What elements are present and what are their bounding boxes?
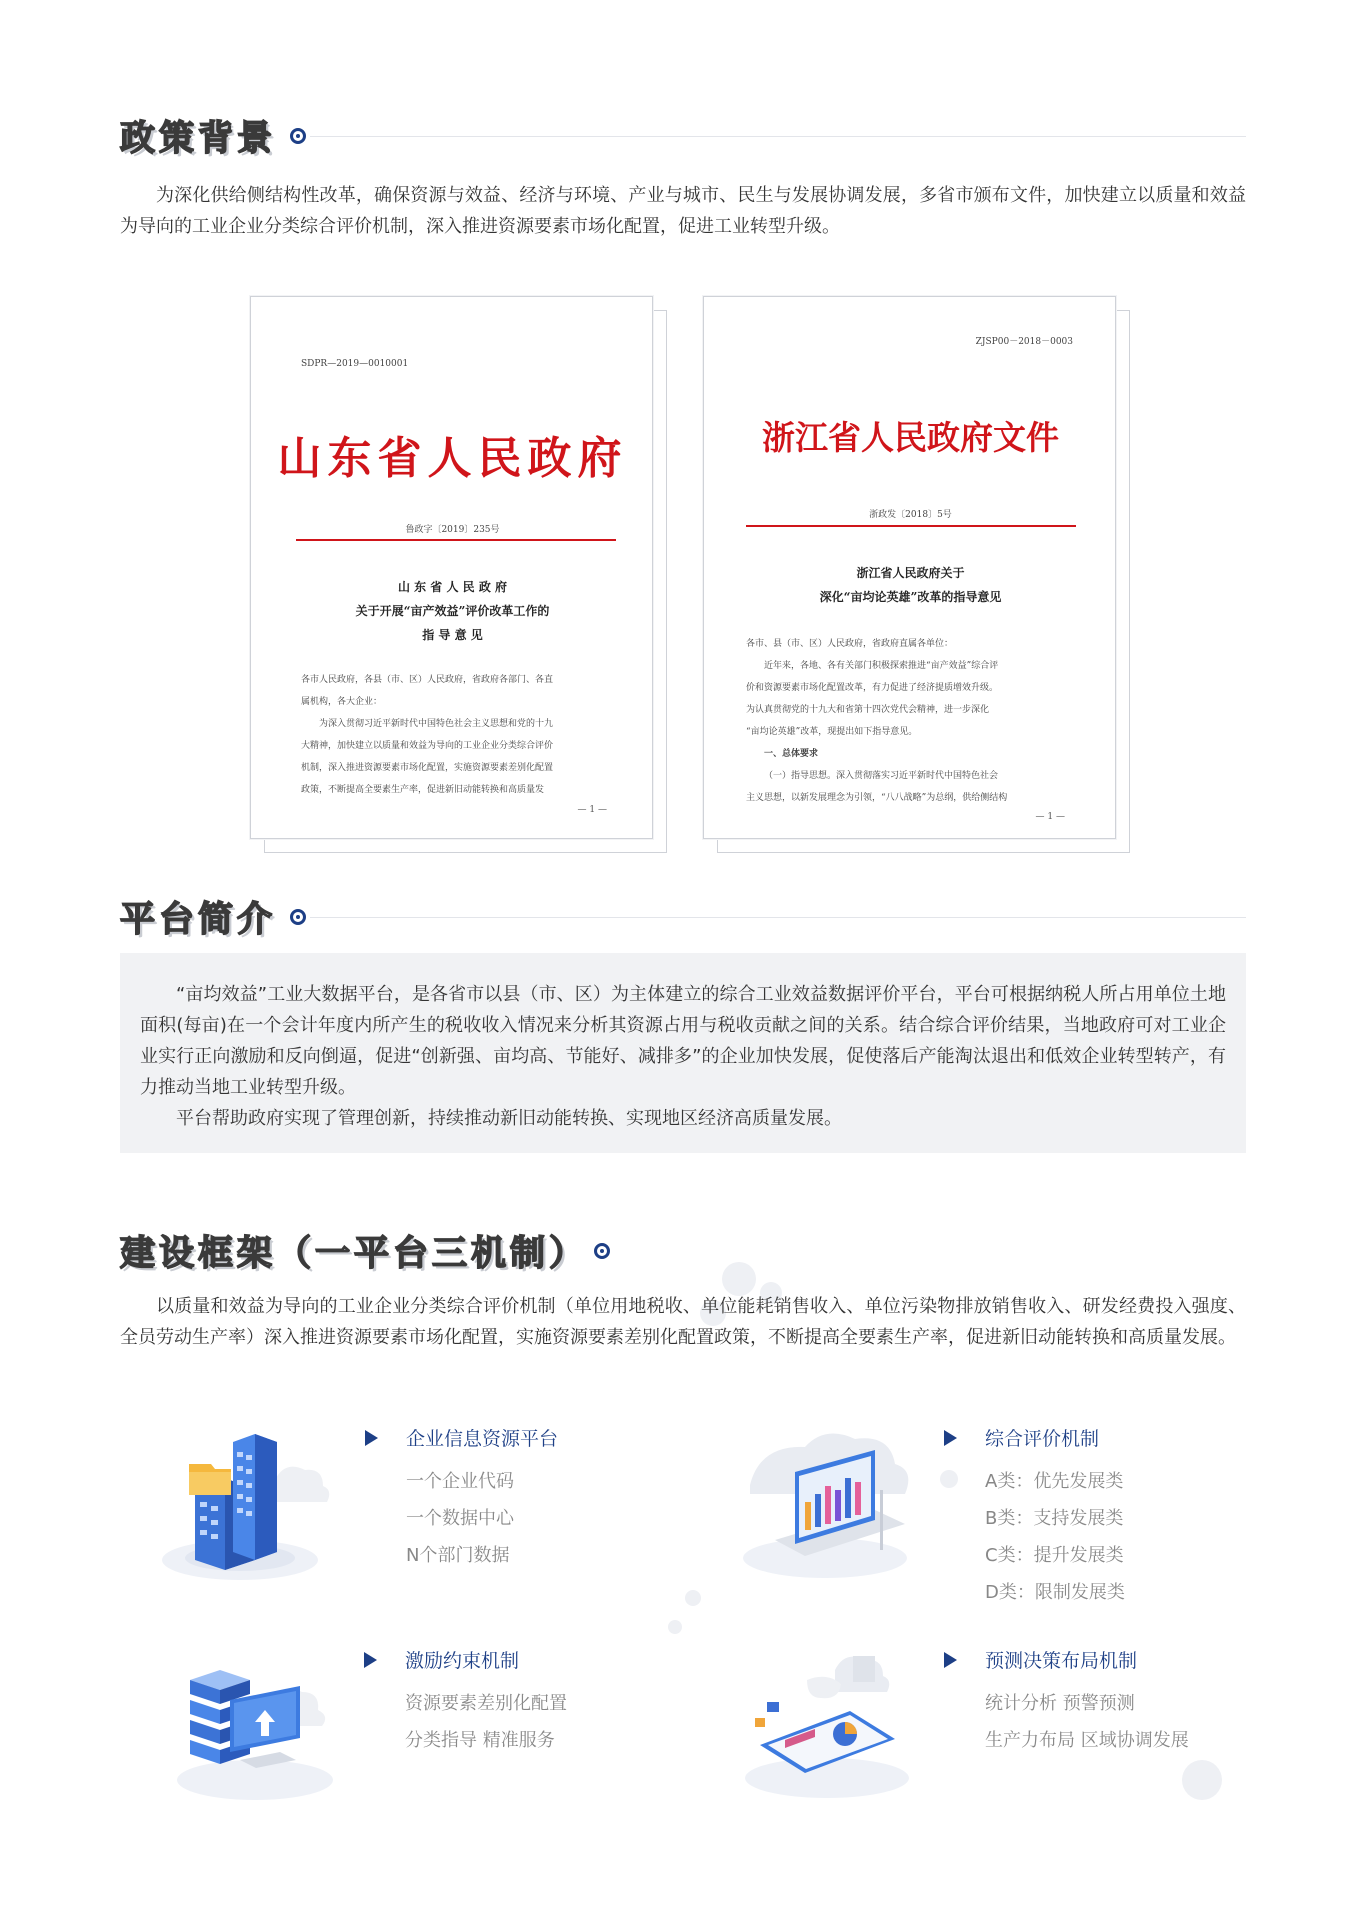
triangle-bullet-icon [364, 1652, 377, 1668]
framework-item-line: D类：限制发展类 [985, 1582, 1125, 1603]
document-shandong [250, 296, 670, 856]
decor-bubble [668, 1620, 682, 1634]
document-body-line: 近年来，各地、各有关部门积极探索推进“亩产效益”综合评 [764, 661, 999, 671]
document-number: 浙政发〔2018〕5号 [869, 510, 952, 520]
document-body-line: （一）指导思想。深入贯彻落实习近平新时代中国特色社会 [764, 771, 999, 781]
section-title-background [120, 113, 306, 159]
document-zhejiang [703, 296, 1133, 856]
document-page-number: — 1 — [1035, 812, 1065, 822]
forecast-tablet-illustration [735, 1640, 920, 1805]
background-paragraph: 为深化供给侧结构性改革，确保资源与效益、经济与环境、产业与城市、民生与发展协调发展，多省市颁布文件，加快建立以质量和效益为导向的工业企业分类综合评价机制，深入推进资源要素市场化配置，促进工业转型升级。 [120, 185, 1246, 237]
framework-item-lines [985, 1463, 1125, 1611]
framework-item-line: 分类指导 精准服务 [405, 1730, 555, 1751]
document-red-rule [296, 539, 616, 541]
framework-item-line: 统计分析 预警预测 [985, 1693, 1135, 1714]
framework-item-line: 一个数据中心 [406, 1508, 514, 1529]
framework-item-title: 企业信息资源平台 [406, 1428, 559, 1450]
platform-paragraph: “亩均效益”工业大数据平台，是各省市以县（市、区）为主体建立的综合工业效益数据评价平台，平台可根据纳税人所占用单位土地面积(每亩)在一个会计年度内所产生的税收收入情况来分析其资源占用与税收贡献之间的关系。结合综合评价结果，当地政府可对工业企业实行正向激励和反向倒逼，促进“创新强、亩均高、节能好、减排多”的企业加快发展，促使落后产能淘汰退出和低效企业转型转产，有力推动当地工业转型升级。 [140, 984, 1226, 1098]
framework-item-lines [985, 1685, 1189, 1759]
document-front-page [250, 296, 653, 839]
section-title-framework [120, 1228, 610, 1274]
framework-item-title: 激励约束机制 [405, 1650, 520, 1672]
decor-bubble [1182, 1760, 1222, 1800]
document-page-number: — 1 — [577, 805, 607, 815]
document-body-line: 政策，不断提高全要素生产率，促进新旧动能转换和高质量发 [301, 785, 545, 795]
section-title-text: 建设框架（一平台三机制） [120, 1234, 589, 1274]
section-title-text: 政策背景 [120, 119, 277, 159]
decor-bubble [685, 1590, 701, 1606]
framework-item-evaluation [944, 1424, 1099, 1451]
document-body [301, 669, 621, 801]
document-body-line: 为深入贯彻习近平新时代中国特色社会主义思想和党的十九 [319, 719, 554, 729]
document-front-page [703, 296, 1116, 839]
document-body-line: 大精神，加快建立以质量和效益为导向的工业企业分类综合评价 [301, 741, 554, 751]
framework-item-lines [406, 1463, 514, 1574]
enterprise-building-illustration [155, 1420, 330, 1585]
framework-item-incentive [364, 1646, 519, 1673]
circle-dot-icon [290, 128, 306, 144]
framework-item-line: C类：提升发展类 [985, 1545, 1124, 1566]
triangle-bullet-icon [365, 1430, 378, 1446]
document-title-line: 深化“亩均论英雄”改革的指导意见 [819, 590, 1002, 604]
section-title-text: 平台简介 [120, 900, 277, 940]
document-title [704, 561, 1117, 609]
document-body-line: 为认真贯彻党的十九大和省第十四次党代会精神，进一步深化 [746, 705, 990, 715]
section-title-platform [120, 894, 306, 940]
circle-dot-icon [290, 909, 306, 925]
document-body-line: 各市、县（市、区）人民政府，省政府直属各单位： [746, 639, 954, 649]
document-body-line: 一、总体要求 [764, 749, 819, 759]
decor-bubble [940, 1470, 958, 1488]
document-body-line: 属机构，各大企业： [301, 697, 383, 707]
document-body-line: 价和资源要素市场化配置改革，有力促进了经济提质增效升级。 [746, 683, 999, 693]
circle-dot-icon [594, 1243, 610, 1259]
section-divider [310, 136, 1246, 137]
incentive-server-illustration [170, 1640, 345, 1805]
framework-item-forecast [944, 1646, 1137, 1673]
framework-paragraph: 以质量和效益为导向的工业企业分类综合评价机制（单位用地税收、单位能耗销售收入、单位污染物排放销售收入、研发经费投入强度、全员劳动生产率）深入推进资源要素市场化配置，实施资源要素差别化配置政策，不断提高全要素生产率，促进新旧动能转换和高质量发展。 [120, 1296, 1246, 1348]
document-title [251, 575, 654, 647]
document-code: SDPR—2019—0010001 [301, 359, 409, 369]
document-body-line: 主义思想，以新发展理念为引领，“八八战略”为总纲，供给侧结构 [746, 793, 1008, 803]
section-divider [310, 917, 1246, 918]
framework-item-lines [405, 1685, 567, 1759]
document-title-line: 关于开展“亩产效益”评价改革工作的 [355, 604, 550, 618]
framework-item-line: A类：优先发展类 [985, 1471, 1124, 1492]
framework-item-line: 生产力布局 区域协调发展 [985, 1730, 1189, 1751]
document-number: 鲁政字〔2019〕235号 [405, 525, 500, 535]
document-title-line: 浙江省人民政府关于 [856, 566, 965, 580]
framework-item-title: 综合评价机制 [985, 1428, 1100, 1450]
document-title-line: 山 东 省 人 民 政 府 [397, 580, 508, 594]
document-header: 浙江省人民政府文件 [762, 418, 1059, 457]
document-body [746, 633, 1086, 809]
document-header: 山东省人民政府 [277, 433, 628, 484]
document-body-line: 各市人民政府，各县（市、区）人民政府，省政府各部门、各直 [301, 675, 554, 685]
document-body-line: 机制，深入推进资源要素市场化配置，实施资源要素差别化配置 [301, 763, 554, 773]
document-red-rule [746, 525, 1076, 527]
framework-item-enterprise-platform [365, 1424, 558, 1451]
triangle-bullet-icon [944, 1652, 957, 1668]
document-title-line: 指 导 意 见 [422, 628, 483, 642]
framework-item-line: 一个企业代码 [406, 1471, 514, 1492]
framework-item-line: N个部门数据 [406, 1545, 510, 1566]
platform-paragraph-2: 平台帮助政府实现了管理创新，持续推动新旧动能转换、实现地区经济高质量发展。 [176, 1108, 842, 1129]
framework-item-title: 预测决策布局机制 [985, 1650, 1138, 1672]
triangle-bullet-icon [944, 1430, 957, 1446]
document-code: ZJSP00－2018－0003 [975, 337, 1073, 347]
framework-item-line: 资源要素差别化配置 [405, 1693, 567, 1714]
evaluation-chart-illustration [735, 1420, 920, 1585]
document-body-line: “亩均论英雄”改革，现提出如下指导意见。 [746, 727, 918, 737]
framework-item-line: B类：支持发展类 [985, 1508, 1124, 1529]
